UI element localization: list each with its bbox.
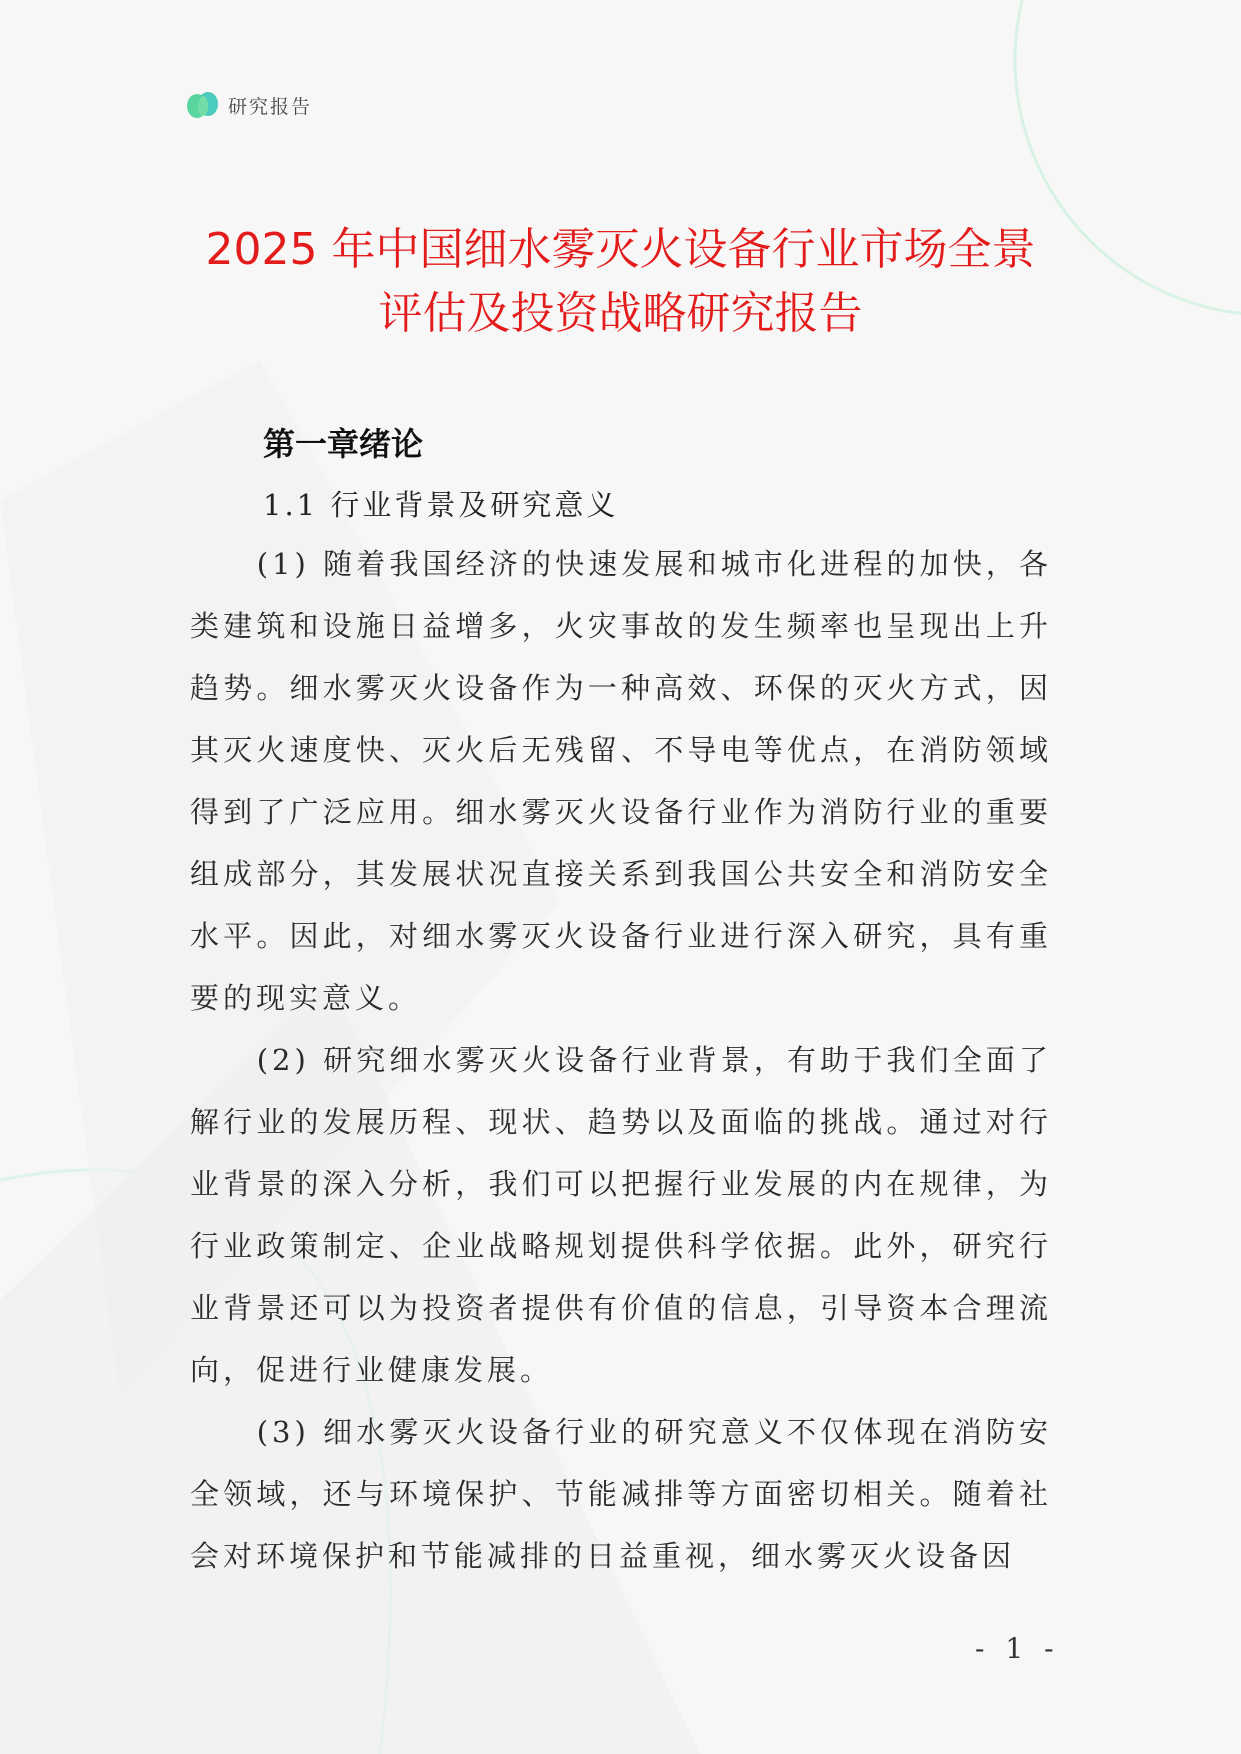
paragraph-3: (3) 细水雾灭火设备行业的研究意义不仅体现在消防安全领域，还与环境保护、节能减排等方面密切相关。随着社会对环境保护和节能减排的日益重视，细水雾灭火设备因 bbox=[190, 1415, 1052, 1573]
brand-logo-icon bbox=[186, 90, 220, 120]
body-text bbox=[190, 533, 1052, 1587]
section-heading: 1.1 行业背景及研究意义 bbox=[263, 488, 619, 522]
page-number: - 1 - bbox=[975, 1632, 1060, 1665]
paragraph-2: (2) 研究细水雾灭火设备行业背景，有助于我们全面了解行业的发展历程、现状、趋势以及面临的挑战。通过对行业背景的深入分析，我们可以把握行业发展的内在规律，为行业政策制定、企业战略规划提供科学依据。此外，研究行业背景还可以为投资者提供有价值的信息，引导资本合理流向，促进行业健康发展。 bbox=[190, 1043, 1052, 1387]
header-label: 研究报告 bbox=[228, 95, 313, 118]
report-header bbox=[186, 90, 312, 120]
paragraph-1: (1) 随着我国经济的快速发展和城市化进程的加快，各类建筑和设施日益增多，火灾事故的发生频率也呈现出上升趋势。细水雾灭火设备作为一种高效、环保的灭火方式，因其灭火速度快、灭火后无残留、不导电等优点，在消防领域得到了广泛应用。细水雾灭火设备行业作为消防行业的重要组成部分，其发展状况直接关系到我国公共安全和消防安全水平。因此，对细水雾灭火设备行业进行深入研究，具有重要的现实意义。 bbox=[190, 547, 1052, 1015]
report-title bbox=[150, 218, 1091, 346]
title-line-1: 2025 年中国细水雾灭火设备行业市场全景 bbox=[205, 224, 1036, 275]
title-line-2: 评估及投资战略研究报告 bbox=[378, 288, 863, 339]
chapter-heading: 第一章绪论 bbox=[263, 425, 424, 463]
